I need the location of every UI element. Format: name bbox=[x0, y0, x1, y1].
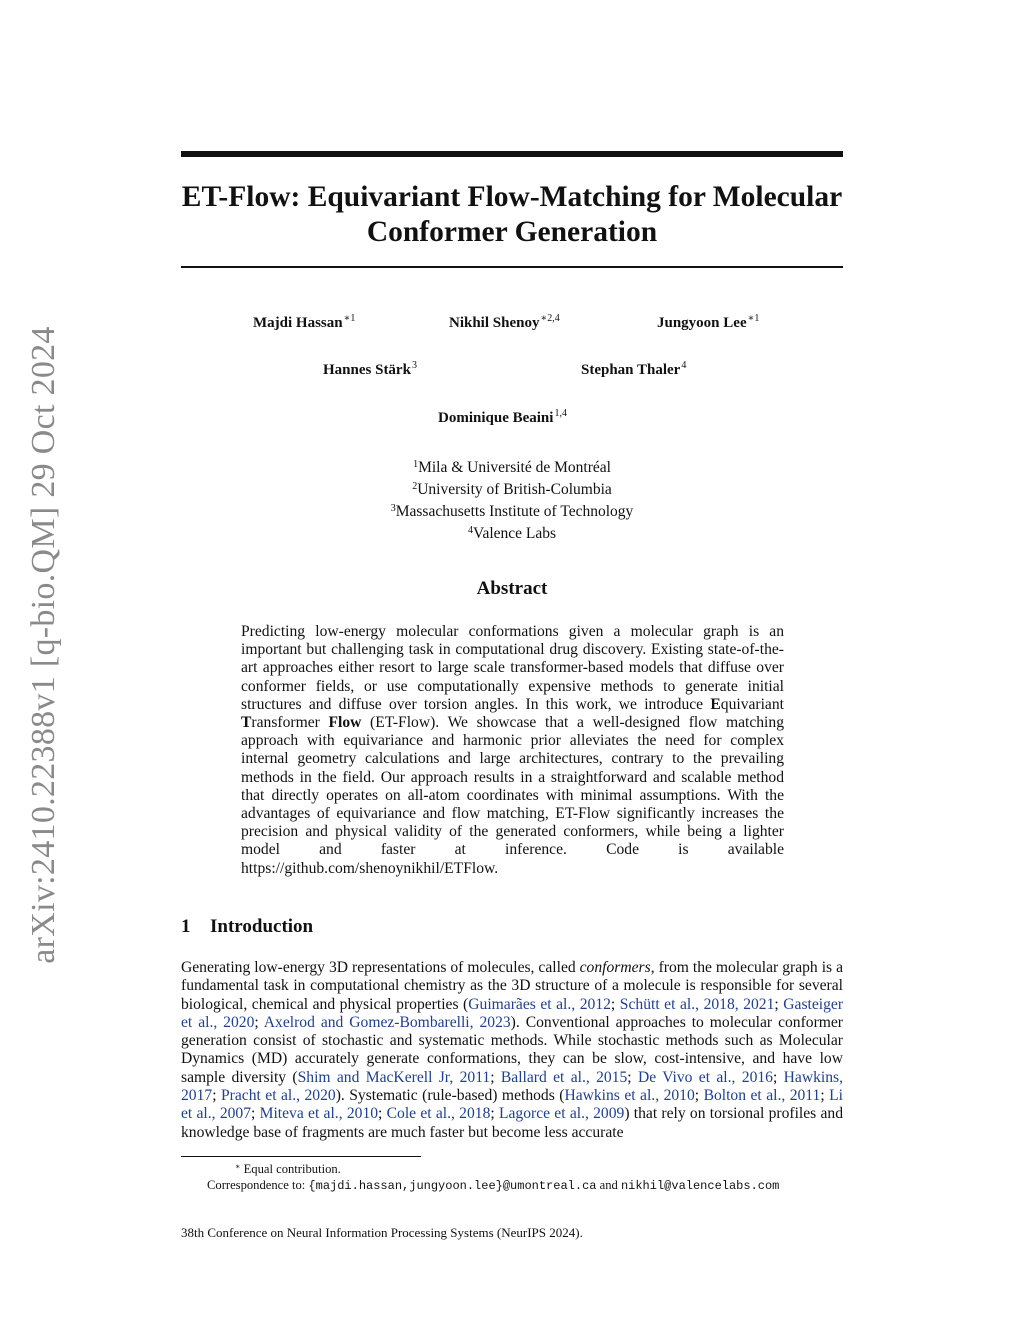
author: Hannes Stärk$^3$ bbox=[323, 360, 417, 378]
citation-link[interactable]: Cole et al., 2018 bbox=[386, 1105, 491, 1123]
citation-link[interactable]: Pracht et al., 2020 bbox=[220, 1087, 336, 1105]
affiliations bbox=[181, 455, 843, 543]
citation-link[interactable]: Miteva et al., 2010 bbox=[259, 1105, 379, 1123]
title-line-2: Conformer Generation bbox=[366, 216, 658, 248]
citation-link[interactable]: Li et al., 2007 bbox=[181, 1087, 843, 1123]
email-address[interactable]: nikhil@valencelabs.com bbox=[620, 1179, 780, 1193]
citation-link[interactable]: Hawkins, 2017 bbox=[181, 1068, 843, 1105]
footnote-rule bbox=[181, 1156, 421, 1157]
email-address[interactable]: {majdi.hassan,jungyoon.lee}@umontreal.ca bbox=[308, 1179, 597, 1193]
citation-link[interactable]: Guimarães et al., 2012 bbox=[468, 995, 611, 1013]
citation-link[interactable]: Axelrod and Gomez-Bombarelli, 2023 bbox=[263, 1013, 511, 1031]
citation-link[interactable]: Gasteiger et al., 2020 bbox=[181, 995, 844, 1031]
title-top-rule bbox=[181, 151, 843, 157]
title-line-1: ET-Flow: Equivariant Flow-Matching for Molecular bbox=[181, 181, 843, 213]
citation-link[interactable]: Lagorce et al., 2009 bbox=[498, 1105, 625, 1123]
citation-link[interactable]: Ballard et al., 2015 bbox=[500, 1068, 628, 1086]
affiliation: $^3$Massachusetts Institute of Technology bbox=[390, 503, 634, 520]
abstract-heading: Abstract bbox=[476, 578, 548, 599]
title-bottom-rule bbox=[181, 266, 843, 268]
citation-link[interactable]: Hawkins et al., 2010 bbox=[564, 1087, 695, 1105]
paper-title bbox=[181, 180, 843, 250]
affiliation: $^1$Mila & Université de Montréal bbox=[413, 459, 611, 476]
affiliation: $^4$Valence Labs bbox=[467, 525, 557, 542]
footnote-correspondence: Correspondence to: {majdi.hassan,jungyoon.lee}@umontreal.ca and nikhil@valencelabs.com bbox=[207, 1178, 780, 1193]
footnote bbox=[181, 1159, 843, 1194]
arxiv-identifier[interactable]: arXiv:2410.22388v1 [q-bio.QM] 29 Oct 2024 bbox=[25, 326, 62, 964]
section-heading: 1 Introduction bbox=[181, 916, 314, 937]
author: Dominique Beaini$^{1,4}$ bbox=[438, 408, 567, 426]
citation-link[interactable]: Shim and MacKerell Jr, 2011 bbox=[297, 1068, 491, 1086]
citation-link[interactable]: Schütt et al., 2018, 2021 bbox=[619, 995, 775, 1013]
citation-link[interactable]: De Vivo et al., 2016 bbox=[637, 1068, 773, 1086]
author: Stephan Thaler$^4$ bbox=[581, 360, 687, 378]
citation-link[interactable]: Bolton et al., 2011 bbox=[703, 1087, 821, 1105]
author: Nikhil Shenoy$^{∗2,4}$ bbox=[449, 313, 560, 331]
author: Jungyoon Lee$^{∗1}$ bbox=[657, 313, 760, 331]
author: Majdi Hassan$^{∗1}$ bbox=[253, 313, 356, 331]
abstract-body: Predicting low-energy molecular conformations given a molecular graph is an important but challenging task in computational drug discovery. Existing state-of-the-art approaches either resort to large scale transformer-based models that diffuse over conformer fields, or use computationally expensive methods to generate initial structures and diffuse over torsion angles. In this work, we introduce Equivariant Transformer Flow (ET-Flow). We showcase that a well-designed flow matching approach with equivariance and harmonic prior alleviates the need for complex internal geometry calculations and large architectures, contrary to the prevailing methods in the field. Our approach results in a straightforward and scalable method that directly operates on all-atom coordinates with minimal assumptions. With the advantages of equivariance and flow matching, ET-Flow significantly increases the precision and physical validity of the generated conformers, while being a lighter model and faster at inference. Code is available https://github.com/shenoynikhil/ETFlow. bbox=[241, 623, 784, 877]
footnote-equal-contribution: ∗ Equal contribution. bbox=[235, 1162, 341, 1176]
affiliation: $^2$University of British-Columbia bbox=[412, 481, 612, 498]
introduction-paragraph: Generating low-energy 3D representations of molecules, called conformers, from the molecular graph is a fundamental task in computational chemistry as the 3D structure of a molecule is responsible for several biological, chemical and physical properties (Guimarães et al., 2012; Schütt et al., 2018, 2021; Gasteiger et al., 2020; Axelrod and Gomez-Bombarelli, 2023). Conventional approaches to molecular conformer generation consist of stochastic and systematic methods. While stochastic methods such as Molecular Dynamics (MD) accurately generate conformations, they can be slow, cost-intensive, and have low sample diversity (Shim and MacKerell Jr, 2011; Ballard et al., 2015; De Vivo et al., 2016; Hawkins, 2017; Pracht et al., 2020). Systematic (rule-based) methods (Hawkins et al., 2010; Bolton et al., 2011; Li et al., 2007; Miteva et al., 2010; Cole et al., 2018; Lagorce et al., 2009) that rely on torsional profiles and knowledge base of fragments are much faster but become less accurate bbox=[181, 959, 844, 1141]
conference-note: 38th Conference on Neural Information Processing Systems (NeurIPS 2024). bbox=[181, 1225, 583, 1240]
